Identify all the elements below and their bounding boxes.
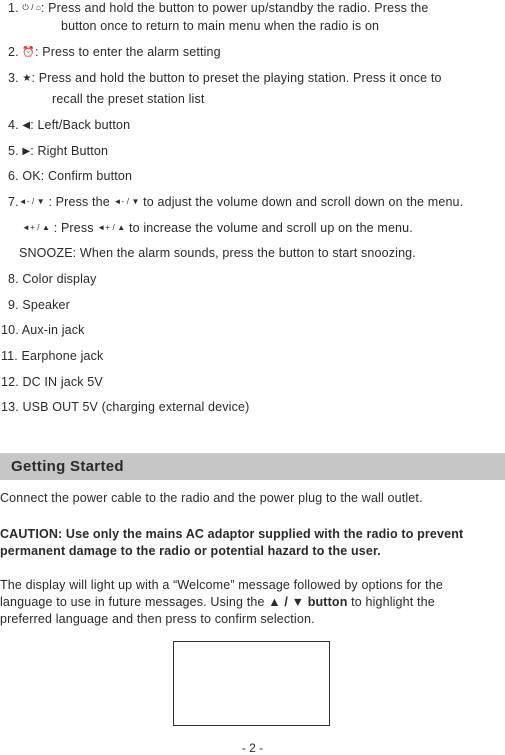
item-text: USB OUT 5V (charging external device) bbox=[22, 400, 250, 414]
item-text-2: to adjust the volume down and scroll down on the menu. bbox=[143, 195, 464, 209]
left-arrow-icon: ◀ bbox=[22, 120, 31, 131]
item-text: : Press the bbox=[48, 195, 110, 209]
caution-line-1: CAUTION: Use only the mains AC adaptor supplied with the radio to prevent bbox=[0, 527, 464, 541]
paragraph-display-1: The display will light up with a “Welcome” message followed by options for the bbox=[0, 578, 443, 592]
volume-down-icon: ◄- / ▼ bbox=[18, 197, 45, 206]
list-item-2 bbox=[8, 44, 221, 61]
paragraph-text: language to use in future messages. Using the bbox=[0, 595, 265, 609]
list-item-12 bbox=[1, 374, 103, 390]
right-arrow-icon: ▶ bbox=[22, 146, 31, 157]
paragraph-power: Connect the power cable to the radio and the power plug to the wall outlet. bbox=[0, 491, 423, 505]
item-number: 12. bbox=[1, 375, 19, 389]
item-number: 13. bbox=[1, 400, 19, 414]
list-item-4 bbox=[8, 117, 130, 134]
item-number: 9. bbox=[8, 298, 19, 312]
item-text: Earphone jack bbox=[21, 349, 104, 363]
power-home-icon: ⏻ / ⌂ bbox=[22, 3, 41, 12]
list-item-6 bbox=[8, 168, 132, 184]
caution-line-2: permanent damage to the radio or potential hazard to the user. bbox=[0, 544, 381, 558]
item-text: : Press to enter the alarm setting bbox=[34, 45, 221, 59]
item-number: 7. bbox=[8, 195, 19, 209]
list-item-9 bbox=[8, 297, 70, 313]
section-header bbox=[0, 453, 505, 480]
paragraph-display-2 bbox=[0, 594, 435, 611]
display-illustration bbox=[173, 641, 330, 726]
item-text: Speaker bbox=[22, 298, 70, 312]
item-text: : Press bbox=[53, 221, 94, 235]
volume-down-icon: ◄- / ▼ bbox=[113, 197, 140, 206]
list-item-11 bbox=[1, 348, 103, 364]
item-text: : Left/Back button bbox=[30, 118, 131, 132]
item-text: : Press and hold the button to power up/standby the radio. Press the bbox=[40, 1, 429, 15]
volume-up-icon: ◄+ / ▲ bbox=[22, 223, 51, 232]
list-item-snooze: SNOOZE: When the alarm sounds, press the button to start snoozing. bbox=[19, 246, 416, 260]
list-item-5 bbox=[8, 143, 108, 160]
list-item-3 bbox=[8, 70, 442, 87]
up-down-button-label: ▲ / ▼ button bbox=[268, 595, 348, 609]
item-text: OK: Confirm button bbox=[22, 169, 133, 183]
item-number: 6. bbox=[8, 169, 19, 183]
list-item-7 bbox=[8, 194, 463, 210]
item-text: : Press and hold the button to preset the playing station. Press it once to bbox=[31, 71, 442, 85]
item-text: DC IN jack 5V bbox=[22, 375, 103, 389]
item-number: 5. bbox=[8, 144, 19, 158]
paragraph-text: to highlight the bbox=[351, 595, 435, 609]
star-icon: ★ bbox=[22, 73, 32, 84]
item-text: Color display bbox=[22, 272, 97, 286]
item-number: 10. bbox=[1, 323, 19, 337]
item-number: 8. bbox=[8, 272, 19, 286]
volume-up-icon: ◄+ / ▲ bbox=[97, 223, 126, 232]
item-number: 1. bbox=[8, 1, 19, 15]
alarm-clock-icon: ⏰ bbox=[22, 47, 35, 58]
page-number: - 2 - bbox=[241, 741, 264, 755]
section-title: Getting Started bbox=[11, 458, 124, 475]
item-number: 2. bbox=[8, 45, 19, 59]
item-number: 3. bbox=[8, 71, 19, 85]
list-item-1 bbox=[8, 0, 428, 16]
list-item-1-continuation: button once to return to main menu when the radio is on bbox=[61, 19, 380, 33]
list-item-13 bbox=[1, 399, 249, 415]
item-text: Aux-in jack bbox=[21, 323, 85, 337]
item-number: 4. bbox=[8, 118, 19, 132]
list-item-8 bbox=[8, 271, 97, 287]
list-item-3-continuation: recall the preset station list bbox=[52, 92, 205, 106]
item-number: 11. bbox=[1, 349, 18, 363]
paragraph-display-3: preferred language and then press to confirm selection. bbox=[0, 612, 315, 626]
item-text: : Right Button bbox=[30, 144, 109, 158]
item-text-2: to increase the volume and scroll up on the menu. bbox=[128, 221, 413, 235]
list-item-7-up bbox=[22, 220, 413, 236]
list-item-10 bbox=[1, 322, 85, 338]
